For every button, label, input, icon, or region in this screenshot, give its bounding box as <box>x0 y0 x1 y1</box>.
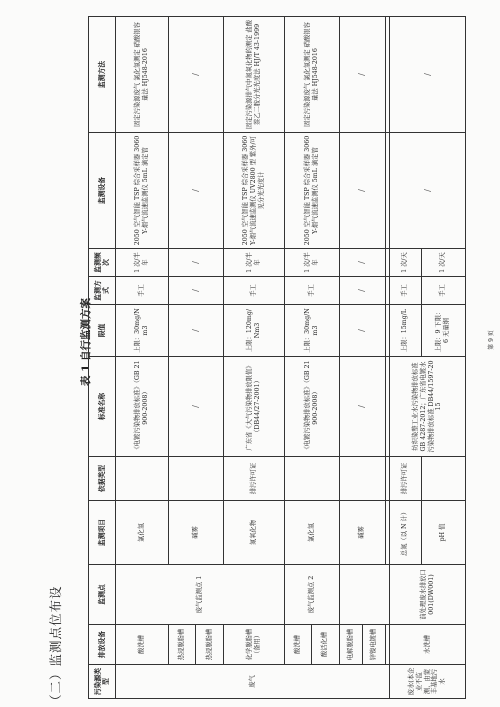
standard-name-cell: 《电镀污染物排放标准》（GB 21900-2008） <box>116 357 169 457</box>
table-row <box>284 17 311 699</box>
analysis-method-cell: / <box>390 17 466 133</box>
method-cell: / <box>169 277 224 305</box>
pollutant-type-cell: 废气 <box>116 665 390 699</box>
basis-type-cell <box>169 457 224 501</box>
equipment-cell: / <box>390 133 466 249</box>
limit-cell: 上限：9 下限：6 无量纲 <box>421 305 465 357</box>
monitoring-item-cell: 氯化氢 <box>116 501 169 565</box>
limit-cell: 上限：120mg/Nm3 <box>223 305 284 357</box>
monitoring-point-cell: 废气监测点 1 <box>116 565 284 625</box>
method-cell: 手工 <box>421 277 465 305</box>
monitoring-item-cell: 氯化氢 <box>284 501 339 565</box>
facility-cell: 酸洗槽 <box>284 625 311 665</box>
facility-cell: 酸活化槽 <box>312 625 339 665</box>
method-cell: 手工 <box>284 277 339 305</box>
standard-name-cell: / <box>169 357 224 457</box>
monitoring-point-cell: 前处理废水排放口 001(DW001) <box>390 565 466 625</box>
equipment-cell: / <box>339 133 385 249</box>
facility-cell: 锌镍电镀槽 <box>362 625 385 665</box>
basis-type-cell <box>284 457 339 501</box>
monitoring-point-cell: 废气监测点 2 <box>284 565 339 625</box>
standard-name-cell: 《电镀污染物排放标准》（GB 21900-2008） <box>284 357 339 457</box>
header-standard-name: 标准名称 <box>89 357 116 457</box>
table-row <box>339 17 362 699</box>
header-discharge-facility: 排放设备 <box>89 625 116 665</box>
analysis-method-cell: 固定污染源废气 氯化氢测定 硝酸银容量法 HJ548-2016 <box>116 17 169 133</box>
standard-name-cell: 广东省《大气污染物排放限值》（DB44/27-2001） <box>223 357 284 457</box>
header-basis-type: 依据类型 <box>89 457 116 501</box>
standard-name-cell: / <box>339 357 385 457</box>
limit-cell: 上限：30mg/Nm3 <box>284 305 339 357</box>
header-monitoring-item: 监测项目 <box>89 501 116 565</box>
monitoring-item-cell: 碱雾 <box>339 501 385 565</box>
header-method: 监测方式 <box>89 277 116 305</box>
basis-type-cell <box>421 457 465 501</box>
header-equipment: 监测设备 <box>89 133 116 249</box>
limit-cell: 上限：30mg/Nm3 <box>116 305 169 357</box>
frequency-cell: 1 次/半年 <box>284 249 339 277</box>
facility-cell: 水洗槽 <box>390 625 466 665</box>
header-limit: 限值 <box>89 305 116 357</box>
frequency-cell: 1 次/半年 <box>116 249 169 277</box>
method-cell: 手工 <box>390 277 422 305</box>
table-row <box>390 17 422 699</box>
header-pollutant-type: 污染源类型 <box>89 665 116 699</box>
equipment-cell: / <box>169 133 224 249</box>
frequency-cell: 1 次/天 <box>421 249 465 277</box>
page-number: 第 9 页 <box>488 330 495 350</box>
facility-cell: 电解脱脂槽 <box>339 625 362 665</box>
frequency-cell: 1 次/半年 <box>223 249 284 277</box>
standard-name-cell: 纺织染整工业水污染物排放标准 GB 4287-2012；广东省电镀水污染物排放标准 DB44/1597-2015 <box>390 357 466 457</box>
equipment-cell: 2050 空气智能 TSP 综合采样器 3060Y-烟气流速监测仪 5mL 滴定管 <box>116 133 169 249</box>
monitoring-plan-table-wrapper <box>88 17 466 699</box>
facility-cell: 热浸脱脂槽 <box>196 625 223 665</box>
limit-cell: / <box>339 305 385 357</box>
analysis-method-cell: / <box>169 17 224 133</box>
monitoring-item-cell: 碱雾 <box>169 501 224 565</box>
header-monitoring-point: 监测点 <box>89 565 116 625</box>
header-analysis-method: 监测方法 <box>89 17 116 133</box>
analysis-method-cell: / <box>339 17 385 133</box>
analysis-method-cell: 固定污染源排气中氮氧化物的测定 盐酸萘乙二胺分光光度法 HJ/T 43-1999 <box>223 17 284 133</box>
monitoring-plan-table <box>88 16 466 699</box>
basis-type-cell: 排污许可证 <box>223 457 284 501</box>
facility-cell: 热浸脱脂槽 <box>169 625 196 665</box>
monitoring-item-cell: 氮氧化物 <box>223 501 284 565</box>
frequency-cell: / <box>169 249 224 277</box>
monitoring-point-cell <box>339 565 390 625</box>
basis-type-cell: 排污许可证 <box>390 457 422 501</box>
table-header-row <box>89 17 116 699</box>
equipment-cell: 2050 空气智能 TSP 综合采样器 3060Y-烟气流速监测仪 UV2800 型 紫外/可见分光光度计 <box>223 133 284 249</box>
analysis-method-cell: 固定污染源废气 氯化氢测定 硝酸银容量法 HJ548-2016 <box>284 17 339 133</box>
method-cell: / <box>339 277 385 305</box>
frequency-cell: / <box>339 249 385 277</box>
table-row <box>116 17 169 699</box>
section-heading: （二）监测点位布设 <box>48 585 63 707</box>
table-caption: 表 1 自行监测方案 <box>80 297 92 387</box>
facility-cell: 化学脱脂槽（备用） <box>223 625 284 665</box>
pollutant-type-cell: 废水(本企业不监测，由蒙丰基地污水 <box>390 665 466 699</box>
method-cell: 手工 <box>223 277 284 305</box>
monitoring-item-cell: 总氮（以 N 计） <box>390 501 422 565</box>
method-cell: 手工 <box>116 277 169 305</box>
limit-cell: 上限：15mg/L <box>390 305 422 357</box>
monitoring-item-cell: pH 值 <box>421 501 465 565</box>
basis-type-cell <box>116 457 169 501</box>
limit-cell: / <box>169 305 224 357</box>
facility-cell: 酸洗槽 <box>116 625 169 665</box>
header-frequency: 监测频次 <box>89 249 116 277</box>
frequency-cell: 1 次/天 <box>390 249 422 277</box>
basis-type-cell <box>339 457 385 501</box>
equipment-cell: 2050 空气智能 TSP 综合采样器 3060Y-烟气流速监测仪 5mL 滴定管 <box>284 133 339 249</box>
